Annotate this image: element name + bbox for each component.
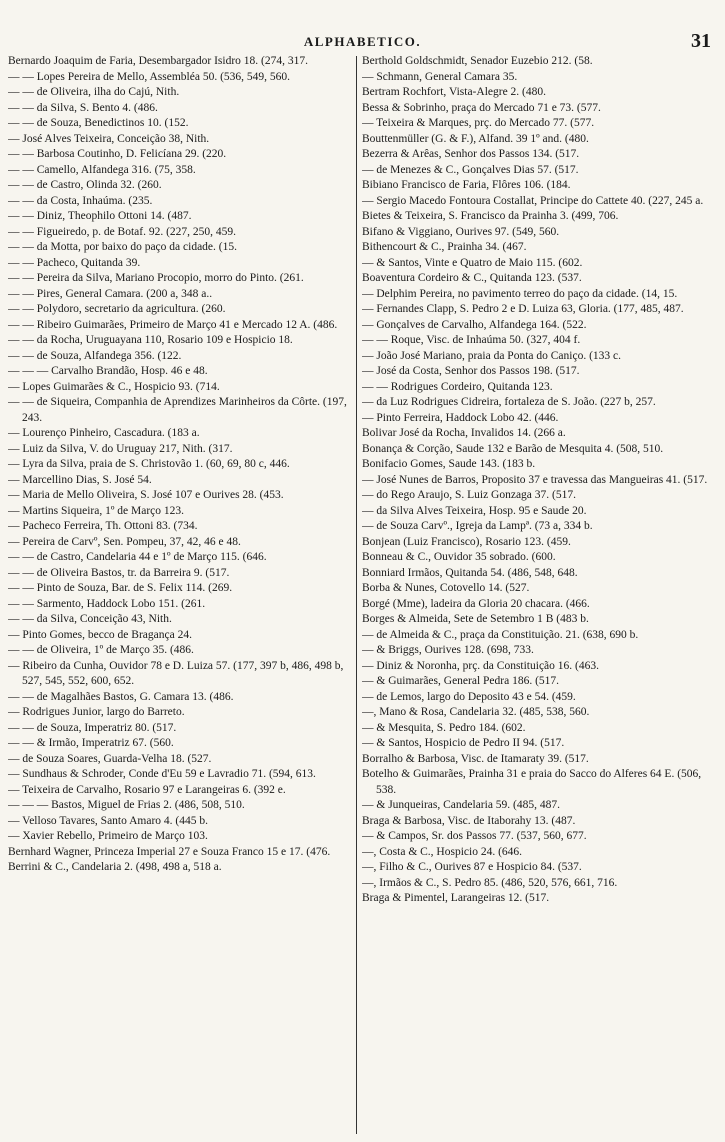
directory-entry: — José da Costa, Senhor dos Passos 198. (517. [362,365,580,377]
directory-entry: — Sundhaus & Schroder, Conde d'Eu 59 e Lavradio 71. (594, 613. [8,768,316,780]
directory-entry: — Diniz & Noronha, prç. da Constituição 16. (463. [362,659,599,672]
directory-entry: — Delphim Pereira, no pavimento terreo do paço da cidade. (14, 15. [362,287,678,300]
directory-entry: — — de Siqueira, Companhia de Aprendizes Marinheiros da Côrte. (197, 243. [8,396,347,424]
directory-entry: — — de Oliveira, 1º de Março 35. (486. [8,644,194,656]
directory-entry: — Teixeira de Carvalho, Rosario 97 e Larangeiras 6. (392 e. [8,783,286,796]
directory-entry: — de Almeida & C., praça da Constituição. 21. (638, 690 b. [362,628,639,641]
directory-entry: — — de Castro, Candelaria 44 e 1º de Março 115. (646. [8,551,267,563]
directory-entry: — Pacheco Ferreira, Th. Ottoni 83. (734. [8,520,198,532]
directory-entry: —, Costa & C., Hospicio 24. (646. [362,845,523,858]
directory-entry: — Lourenço Pinheiro, Cascadura. (183 a. [8,427,200,439]
directory-entry: — — Barbosa Coutinho, D. Felicíana 29. (220. [8,148,227,160]
directory-entry: — Maria de Mello Oliveira, S. José 107 e Ourives 28. (453. [8,489,284,501]
directory-entry: — — & Irmão, Imperatriz 67. (560. [8,737,174,749]
directory-entry: — Schmann, General Camara 35. [362,70,518,83]
directory-entry: — — — Carvalho Brandão, Hosp. 46 e 48. [8,365,208,377]
directory-entry: Boaventura Cordeiro & C., Quitanda 123. (537. [362,272,582,284]
directory-entry: — — Polydoro, secretario da agricultura. (260. [8,303,226,315]
directory-entry: — Pinto Gomes, becco de Bragança 24. [8,628,192,641]
directory-entry: — de Souza Carvº., Igreja da Lampª. (73 a, 334 b. [362,520,593,532]
directory-entry: Bertram Rochfort, Vista-Alegre 2. (480. [362,86,547,98]
directory-entry: —, Mano & Rosa, Candelaria 32. (485, 538, 560. [362,706,590,718]
right-column [362,54,712,1134]
directory-entry: — — Rodrigues Cordeiro, Quitanda 123. [362,380,553,393]
directory-entry: Bonniard Irmãos, Quitanda 54. (486, 548, 648. [362,566,578,579]
directory-entry: Borgé (Mme), ladeira da Gloria 20 chacara. (466. [362,597,590,610]
directory-entry: — & Santos, Hospicio de Pedro II 94. (517. [362,737,565,749]
running-head [0,30,725,52]
directory-entry: — — Figueiredo, p. de Botaf. 92. (227, 250, 459. [8,225,237,238]
directory-entry: — Rodrigues Junior, largo do Barreto. [8,706,185,718]
directory-entry: Bolivar José da Rocha, Invalidos 14. (266 a. [362,427,566,439]
directory-entry: Borges & Almeida, Sete de Setembro 1 B (483 b. [362,613,589,625]
directory-entry: — Velloso Tavares, Santo Amaro 4. (445 b. [8,814,208,827]
directory-entry: — — Lopes Pereira de Mello, Assembléa 50. (536, 549, 560. [8,70,291,83]
directory-entry: — & Mesquita, S. Pedro 184. (602. [362,721,526,734]
directory-entry: — — Sarmento, Haddock Lobo 151. (261. [8,597,206,610]
directory-entry: — — Diniz, Theophilo Ottoni 14. (487. [8,210,192,222]
directory-entry: — de Lemos, largo do Deposito 43 e 54. (459. [362,690,576,703]
directory-entry: Bouttenmüller (G. & F.), Alfand. 39 1º and. (480. [362,132,589,145]
page-title: ALPHABETICO. [303,34,422,49]
directory-entry: Bonneau & C., Ouvidor 35 sobrado. (600. [362,551,556,563]
directory-entry: Borralho & Barbosa, Visc. de Itamaraty 39. (517. [362,752,589,765]
directory-entry: — Teixeira & Marques, prç. do Mercado 77. (577. [362,117,595,129]
directory-entry: — do Rego Araujo, S. Luiz Gonzaga 37. (517. [362,489,576,501]
directory-entry: Bonjean (Luiz Francisco), Rosario 123. (459. [362,535,571,548]
directory-entry: — — Pereira da Silva, Mariano Procopio, morro do Pinto. (261. [8,272,304,284]
directory-entry: — — da Motta, por baixo do paço da cidade. (15. [8,241,237,253]
directory-entry: Bibiano Francisco de Faria, Flôres 106. (184. [362,179,571,191]
directory-entry: — de Menezes & C., Gonçalves Dias 57. (517. [362,163,579,176]
directory-entry: Bonifacio Gomes, Saude 143. (183 b. [362,458,536,470]
directory-entry: — — da Silva, S. Bento 4. (486. [8,101,158,114]
directory-entry: Bernhard Wagner, Princeza Imperial 27 e Souza Franco 15 e 17. (476. [8,845,331,858]
directory-entry: — — de Souza, Benedictinos 10. (152. [8,117,189,129]
directory-entry: Bonança & Corção, Saude 132 e Barão de Mesquita 4. (508, 510. [362,442,664,455]
directory-entry: — — Pinto de Souza, Bar. de S. Felix 114. (269. [8,582,233,594]
directory-entry: — José Alves Teixeira, Conceição 38, Nith. [8,132,210,145]
directory-entry: — Ribeiro da Cunha, Ouvidor 78 e D. Luiza 57. (177, 397 b, 486, 498 b, 527, 545, 552, 600, 652. [8,659,344,687]
directory-entry: — — da Silva, Conceição 43, Nith. [8,613,172,625]
directory-entry: — Xavier Rebello, Primeiro de Março 103. [8,830,208,842]
directory-entry: — — de Souza, Imperatriz 80. (517. [8,721,177,734]
directory-entry: — & Santos, Vinte e Quatro de Maio 115. (602. [362,256,583,269]
directory-entry: — — de Oliveira, ilha do Cajú, Nith. [8,86,180,98]
directory-entry: — & Junqueiras, Candelaria 59. (485, 487. [362,799,561,811]
directory-entry: — — da Costa, Inhaúma. (235. [8,194,153,207]
directory-entry: —, Filho & C., Ourives 87 e Hospicio 84. (537. [362,861,582,873]
directory-entry: — Luiz da Silva, V. do Uruguay 217, Nith. (317. [8,442,233,455]
left-column [8,54,356,1134]
directory-entry: — da Luz Rodrigues Cidreira, fortaleza de S. João. (227 b, 257. [362,396,656,408]
directory-entry: Borba & Nunes, Cotovello 14. (527. [362,582,530,594]
directory-entry: — Lyra da Silva, praia de S. Christovão 1. (60, 69, 80 c, 446. [8,458,290,470]
directory-entry: — & Briggs, Ourives 128. (698, 733. [362,644,534,656]
directory-entry: — — de Magalhães Bastos, G. Camara 13. (486. [8,690,234,703]
directory-entry: Botelho & Guimarães, Prainha 31 e praia do Sacco do Alferes 64 E. (506, 538. [362,768,702,796]
directory-entry: — Sergio Macedo Fontoura Costallat, Principe do Cattete 40. (227, 245 a. [362,194,704,207]
directory-entry: — Pinto Ferreira, Haddock Lobo 42. (446. [362,411,559,424]
directory-entry: — — Camello, Alfandega 316. (75, 358. [8,163,196,176]
directory-entry: Berthold Goldschmidt, Senador Euzebio 212. (58. [362,55,593,67]
directory-entry: — de Souza Soares, Guarda-Velha 18. (527. [8,752,212,765]
directory-entry: Bietes & Teixeira, S. Francisco da Prainha 3. (499, 706. [362,210,619,222]
page-number: 31 [691,30,711,52]
directory-entry: Berrini & C., Candelaria 2. (498, 498 a, 518 a. [8,861,222,873]
directory-entry: Bezerra & Arêas, Senhor dos Passos 134. (517. [362,148,580,160]
directory-entry: — — — Bastos, Miguel de Frias 2. (486, 508, 510. [8,799,245,811]
directory-entry: — — de Castro, Olinda 32. (260. [8,179,162,191]
directory-entry: — Pereira de Carvº, Sen. Pompeu, 37, 42, 46 e 48. [8,535,241,548]
directory-entry: — Lopes Guimarães & C., Hospicio 93. (714. [8,380,220,393]
directory-entry: — — Pires, General Camara. (200 a, 348 a.. [8,287,213,300]
directory-entry: — Martins Siqueira, 1º de Março 123. [8,504,185,517]
column-divider [356,56,357,1134]
directory-entry: — Marcellino Dias, S. José 54. [8,473,152,486]
directory-entry: Braga & Pimentel, Larangeiras 12. (517. [362,892,550,904]
directory-entry: — — Pacheco, Quitanda 39. [8,256,141,269]
directory-entry: — — de Souza, Alfandega 356. (122. [8,349,182,362]
directory-entry: — — da Rocha, Uruguayana 110, Rosario 109 e Hospicio 18. [8,334,293,346]
directory-entry: — & Guimarães, General Pedra 186. (517. [362,675,560,687]
directory-entry: — Fernandes Clapp, S. Pedro 2 e D. Luiza 63, Gloria. (177, 485, 487. [362,303,684,315]
directory-entry: — — de Oliveira Bastos, tr. da Barreira 9. (517. [8,566,230,579]
directory-entry: — José Nunes de Barros, Proposito 37 e travessa das Mangueiras 41. (517. [362,473,708,486]
directory-entry: — — Roque, Visc. de Inhaúma 50. (327, 404 f. [362,334,581,346]
directory-entry: — & Campos, Sr. dos Passos 77. (537, 560, 677. [362,830,587,842]
directory-entry: — João José Mariano, praia da Ponta do Caniço. (133 c. [362,349,622,362]
directory-entry: Bithencourt & C., Prainha 34. (467. [362,241,527,253]
directory-entry: —, Irmãos & C., S. Pedro 85. (486, 520, 576, 661, 716. [362,876,618,889]
directory-entry: — — Ribeiro Guimarães, Primeiro de Março 41 e Mercado 12 A. (486. [8,318,338,331]
directory-entry: Bifano & Viggiano, Ourives 97. (549, 560. [362,225,560,238]
directory-entry: Braga & Barbosa, Visc. de Itaborahy 13. (487. [362,814,576,827]
directory-entry: — Gonçalves de Carvalho, Alfandega 164. (522. [362,318,587,331]
directory-entry: Bernardo Joaquim de Faria, Desembargador Isidro 18. (274, 317. [8,55,308,67]
directory-entry: Bessa & Sobrinho, praça do Mercado 71 e 73. (577. [362,101,601,114]
directory-entry: — da Silva Alves Teixeira, Hosp. 95 e Saude 20. [362,504,587,517]
